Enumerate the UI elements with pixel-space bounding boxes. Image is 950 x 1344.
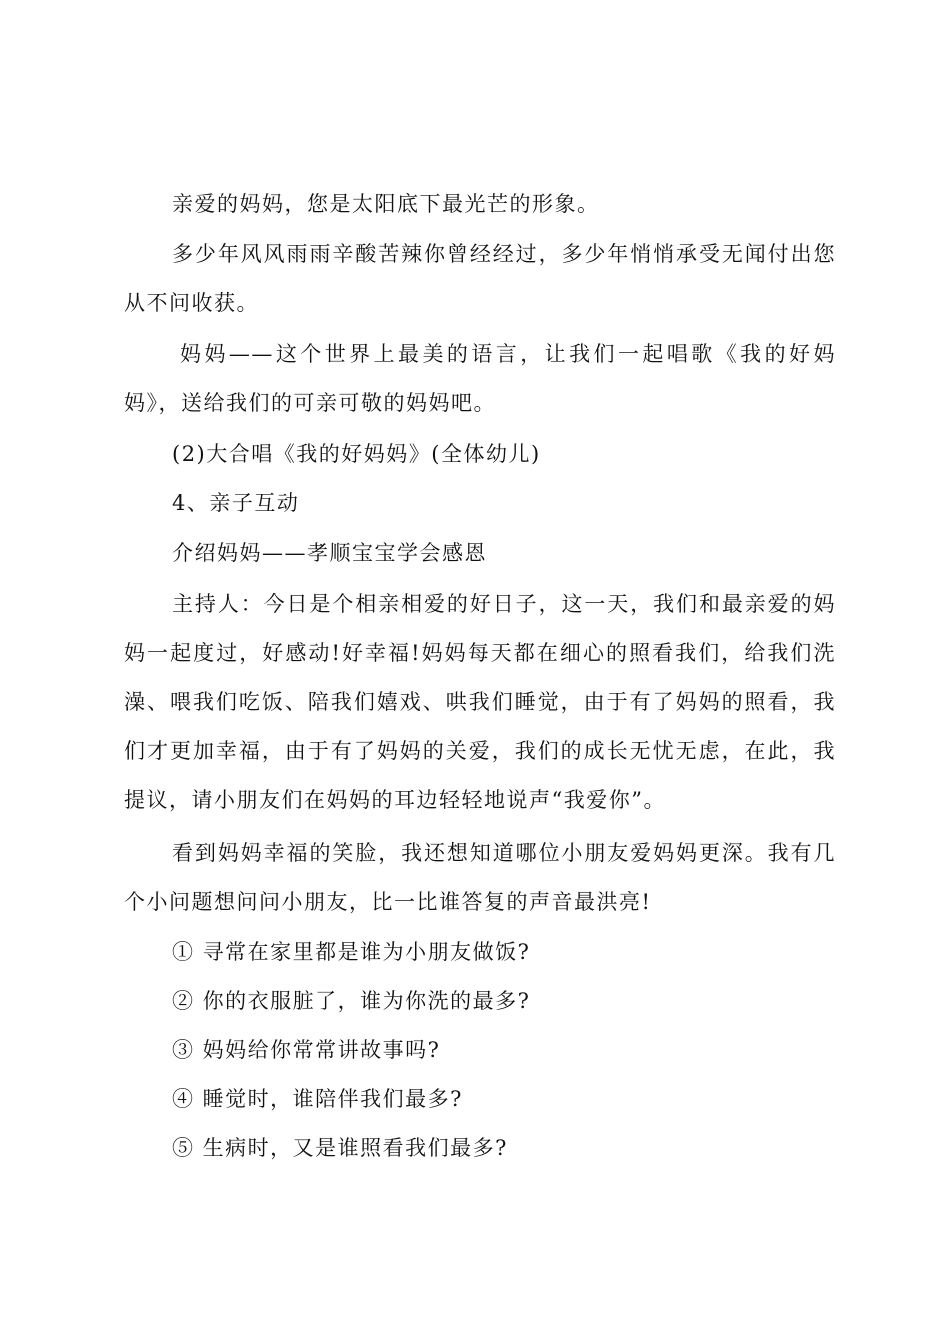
list-item: ① 寻常在家里都是谁为小朋友做饭? xyxy=(172,940,531,964)
list-item: ② 你的衣服脏了，谁为你洗的最多? xyxy=(172,989,531,1013)
list-item: ⑤ 生病时，又是谁照看我们最多? xyxy=(172,1136,508,1160)
questions-list xyxy=(124,928,836,1173)
text-line: 们才更加幸福，由于有了妈妈的关爱，我们的成长无忧无虑，在此，我 xyxy=(124,739,836,763)
text-line: 妈妈——这个世界上最美的语言，让我们一起唱歌《我的好妈 xyxy=(180,342,836,366)
paragraph-song-intro xyxy=(124,330,836,428)
text-line: (2)大合唱《我的好妈妈》(全体幼儿) xyxy=(172,442,541,466)
paragraph-host xyxy=(124,580,836,825)
text-line: 亲爱的妈妈，您是太阳底下最光芒的形象。 xyxy=(172,192,600,216)
text-line: 提议，请小朋友们在妈妈的耳边轻轻地说声“我爱你”。 xyxy=(124,788,666,812)
text-line: 妈一起度过，好感动!好幸福!妈妈每天都在细心的照看我们，给我们洗 xyxy=(124,641,836,665)
section-heading xyxy=(124,479,836,528)
paragraph-subtitle xyxy=(124,529,836,578)
text-line: 妈》，送给我们的可亲可敬的妈妈吧。 xyxy=(124,391,496,415)
list-item: ③ 妈妈给你常常讲故事吗? xyxy=(172,1038,441,1062)
text-line: 主持人：今日是个相亲相爱的好日子，这一天，我们和最亲爱的妈 xyxy=(172,592,836,616)
text-line: 从不问收获。 xyxy=(124,291,259,315)
list-item: ④ 睡觉时，谁陪伴我们最多? xyxy=(172,1087,463,1111)
text-line: 个小问题想问问小朋友，比一比谁答复的声音最洪亮! xyxy=(124,890,652,914)
text-line: 澡、喂我们吃饭、陪我们嬉戏、哄我们睡觉，由于有了妈妈的照看，我 xyxy=(124,690,836,714)
paragraph-questions-intro xyxy=(124,829,836,927)
text-line: 介绍妈妈——孝顺宝宝学会感恩 xyxy=(172,541,487,565)
text-line: 多少年风风雨雨辛酸苦辣你曾经经过，多少年悄悄承受无闻付出您 xyxy=(172,242,836,266)
paragraph-intro xyxy=(124,180,836,229)
paragraph-years xyxy=(124,230,836,328)
text-line: 4、亲子互动 xyxy=(172,491,300,515)
paragraph-chorus xyxy=(124,430,836,479)
text-line: 看到妈妈幸福的笑脸，我还想知道哪位小朋友爱妈妈更深。我有几 xyxy=(172,841,836,865)
